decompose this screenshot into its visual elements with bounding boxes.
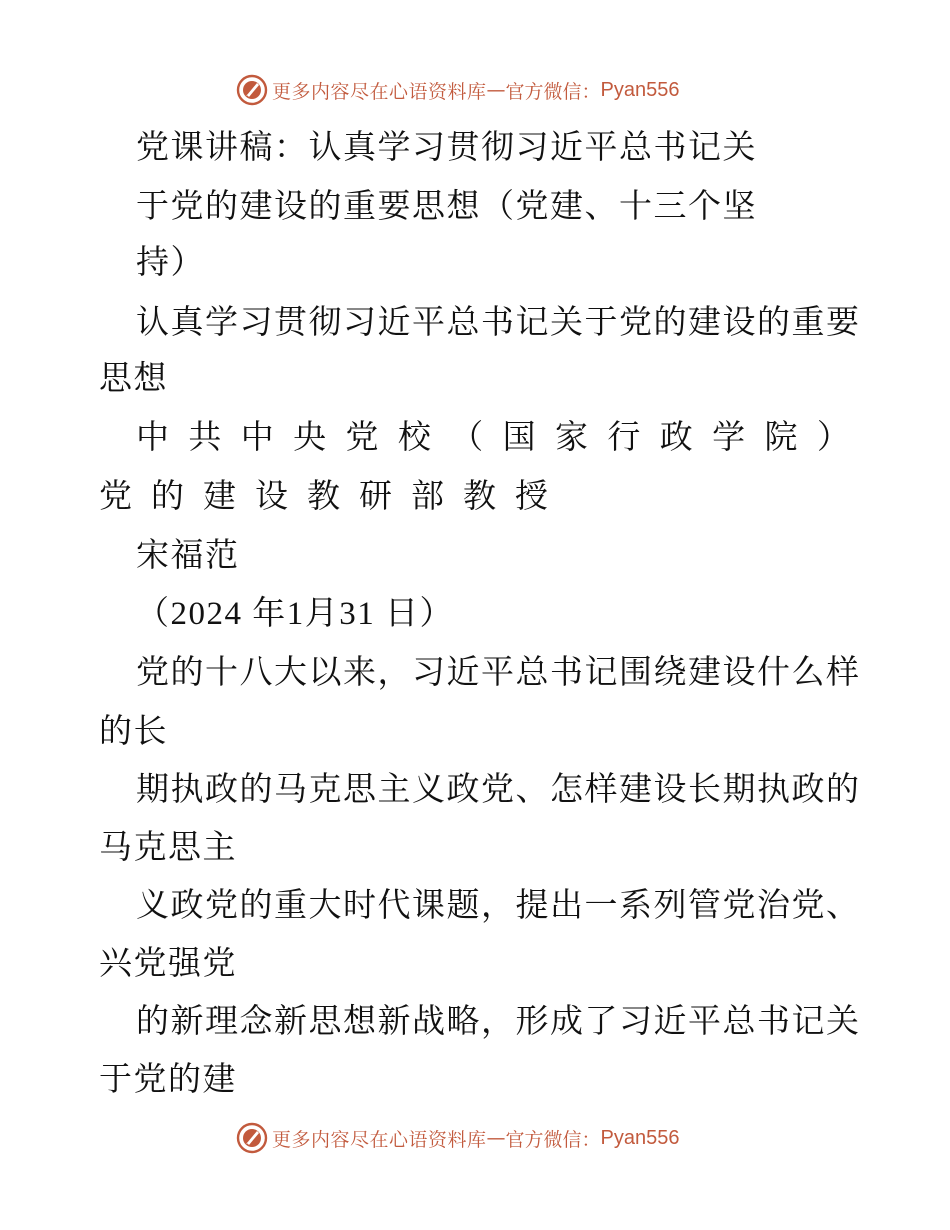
document-title-line-1: 党课讲稿：认真学习贯彻习近平总书记关 xyxy=(136,127,757,166)
affiliation-line-2-char: 设 xyxy=(255,476,288,515)
affiliation-line-1-char: 共 xyxy=(188,417,222,456)
header-watermark xyxy=(236,73,680,107)
pen-seal-icon xyxy=(236,74,268,106)
affiliation-line-2-char: 建 xyxy=(203,476,236,515)
affiliation-line-2-char: 授 xyxy=(515,476,548,515)
footer-watermark xyxy=(236,1121,680,1155)
author-name: 宋福范 xyxy=(136,535,240,574)
heading-line-2: 思想 xyxy=(99,358,168,397)
body-line-5: 义政党的重大时代课题，提出一系列管党治党、 xyxy=(136,885,861,924)
affiliation-line-1-char: 院 xyxy=(764,417,798,456)
affiliation-line-2-char: 部 xyxy=(411,476,444,515)
affiliation-line-2 xyxy=(99,476,548,516)
heading-line-1: 认真学习贯彻习近平总书记关于党的建设的重要 xyxy=(136,302,861,341)
body-line-2: 的长 xyxy=(99,711,168,750)
affiliation-line-2-char: 研 xyxy=(359,476,392,515)
banner-dash: — xyxy=(486,79,506,101)
affiliation-line-2-char: 教 xyxy=(463,476,496,515)
document-title-line-3: 持） xyxy=(136,242,205,281)
affiliation-line-1-char: 校 xyxy=(397,417,431,456)
body-line-4: 马克思主 xyxy=(99,827,237,866)
affiliation-line-1-char: 家 xyxy=(555,417,588,456)
affiliation-line-1-char: 党 xyxy=(345,417,379,456)
banner-wechat-id: Pyan556 xyxy=(600,1126,680,1149)
document-title-line-2: 于党的建设的重要思想（党建、十三个坚 xyxy=(136,186,757,225)
body-line-1: 党的十八大以来，习近平总书记围绕建设什么样 xyxy=(136,652,861,691)
affiliation-line-1-char: 中 xyxy=(240,417,274,456)
affiliation-line-2-char: 的 xyxy=(151,476,184,515)
affiliation-line-1-char: 中 xyxy=(136,417,169,456)
banner-dash: — xyxy=(486,1127,506,1149)
banner-text: 更多内容尽在心语资料库 xyxy=(272,1128,487,1151)
body-line-8: 于党的建 xyxy=(99,1059,237,1098)
affiliation-line-1-char: 国 xyxy=(502,417,536,456)
affiliation-line-2-char: 党 xyxy=(99,476,132,515)
affiliation-line-1-char: 央 xyxy=(293,417,327,456)
affiliation-line-1-char: （ xyxy=(450,417,484,456)
affiliation-line-2-char: 教 xyxy=(307,476,340,515)
pen-seal-icon xyxy=(236,1122,268,1154)
banner-wechat-id: Pyan556 xyxy=(600,78,680,101)
affiliation-line-1-char: 学 xyxy=(712,417,746,456)
body-line-3: 期执政的马克思主义政党、怎样建设长期执政的 xyxy=(136,769,861,808)
affiliation-line-1 xyxy=(136,417,850,457)
affiliation-line-1-char: 政 xyxy=(659,417,693,456)
document-date: （2024 年1月31 日） xyxy=(136,596,454,632)
affiliation-line-1-char: ） xyxy=(816,417,850,456)
banner-text: 更多内容尽在心语资料库 xyxy=(272,80,487,103)
affiliation-line-1-char: 行 xyxy=(607,417,641,456)
banner-wechat-label: 官方微信： xyxy=(505,1128,601,1151)
body-line-7: 的新理念新思想新战略，形成了习近平总书记关 xyxy=(136,1001,861,1040)
banner-wechat-label: 官方微信： xyxy=(505,80,601,103)
body-line-6: 兴党强党 xyxy=(99,943,237,982)
